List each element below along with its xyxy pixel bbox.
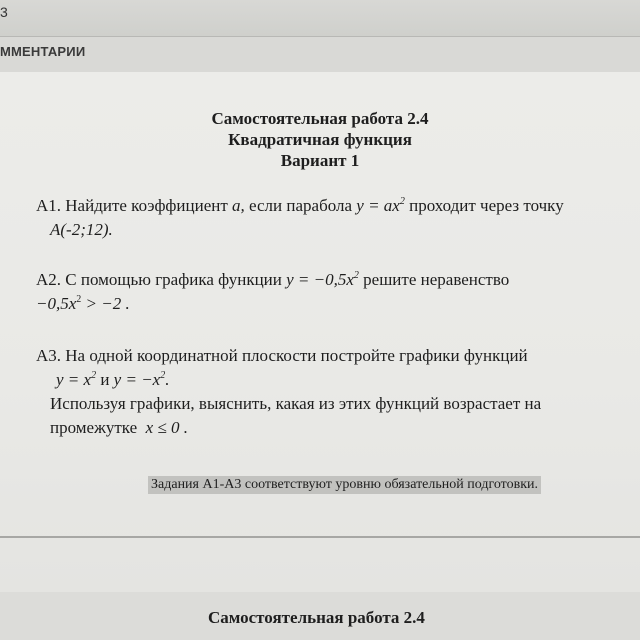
task-a3-interval-line [36,416,541,440]
task-a2-text-2: решите неравенство [363,270,510,289]
task-a2-ineq-exponent: 2 [76,294,82,305]
worksheet-variant: Вариант 1 [280,151,360,170]
task-a3-line1 [36,344,541,368]
task-a3-question: Используя графики, выяснить, какая из этих функций возрастает на [50,394,542,413]
task-a2-formula: $y = -0,5x^2$ [286,270,359,289]
task-a2-text: С помощью графика функции [65,270,282,289]
task-a1-text-3: проходит через точку [409,196,564,215]
worksheet-topic: Квадратичная функция [228,130,412,149]
task-a3 [36,344,541,440]
task-a3-label: А3. [36,346,62,365]
task-a2-exponent: 2 [353,270,359,281]
task-a3-interval-text: промежутке [50,418,138,437]
task-a1-exponent: 2 [399,196,405,207]
task-a3-function-2: $y = -x^2$. [113,370,170,389]
task-a3-text: На одной координатной плоскости постройте графики функций [65,346,528,365]
page-number: 3 [0,4,8,20]
task-a1-var: a, [232,196,245,215]
task-a1-text: Найдите коэффициент [65,196,228,215]
task-a1-label: А1. [36,196,62,215]
task-a2-line1 [36,268,509,292]
task-a3-function-1: $y = x^2$ [56,370,97,389]
task-a1-formula: $y = ax^2$ [356,196,405,215]
worksheet-title: Самостоятельная работа 2.4 [211,109,429,128]
comments-tab[interactable]: ММЕНТАРИИ [0,44,86,59]
page-separator [0,536,640,538]
task-a2-label: А2. [36,270,62,289]
task-a3-functions [36,368,541,392]
footnote-highlight: Задания А1-А3 соответствуют уровню обязательной подготовки. [148,476,541,494]
task-a2 [36,268,509,316]
document-page [0,72,640,592]
task-a1 [36,194,564,242]
top-toolbar [0,0,640,37]
task-a1-point: А(-2;12). [50,220,113,239]
task-a1-line1 [36,194,564,218]
task-a2-inequality: $-0,5x^2 > -2$ . [36,294,130,313]
worksheet-heading [0,108,640,171]
next-section-title: Самостоятельная работа 2.4 [208,608,425,627]
task-a3-conjunction: и [100,370,110,389]
task-a3-interval: x ≤ 0 . [145,418,189,437]
task-a1-text-2: если парабола [249,196,353,215]
